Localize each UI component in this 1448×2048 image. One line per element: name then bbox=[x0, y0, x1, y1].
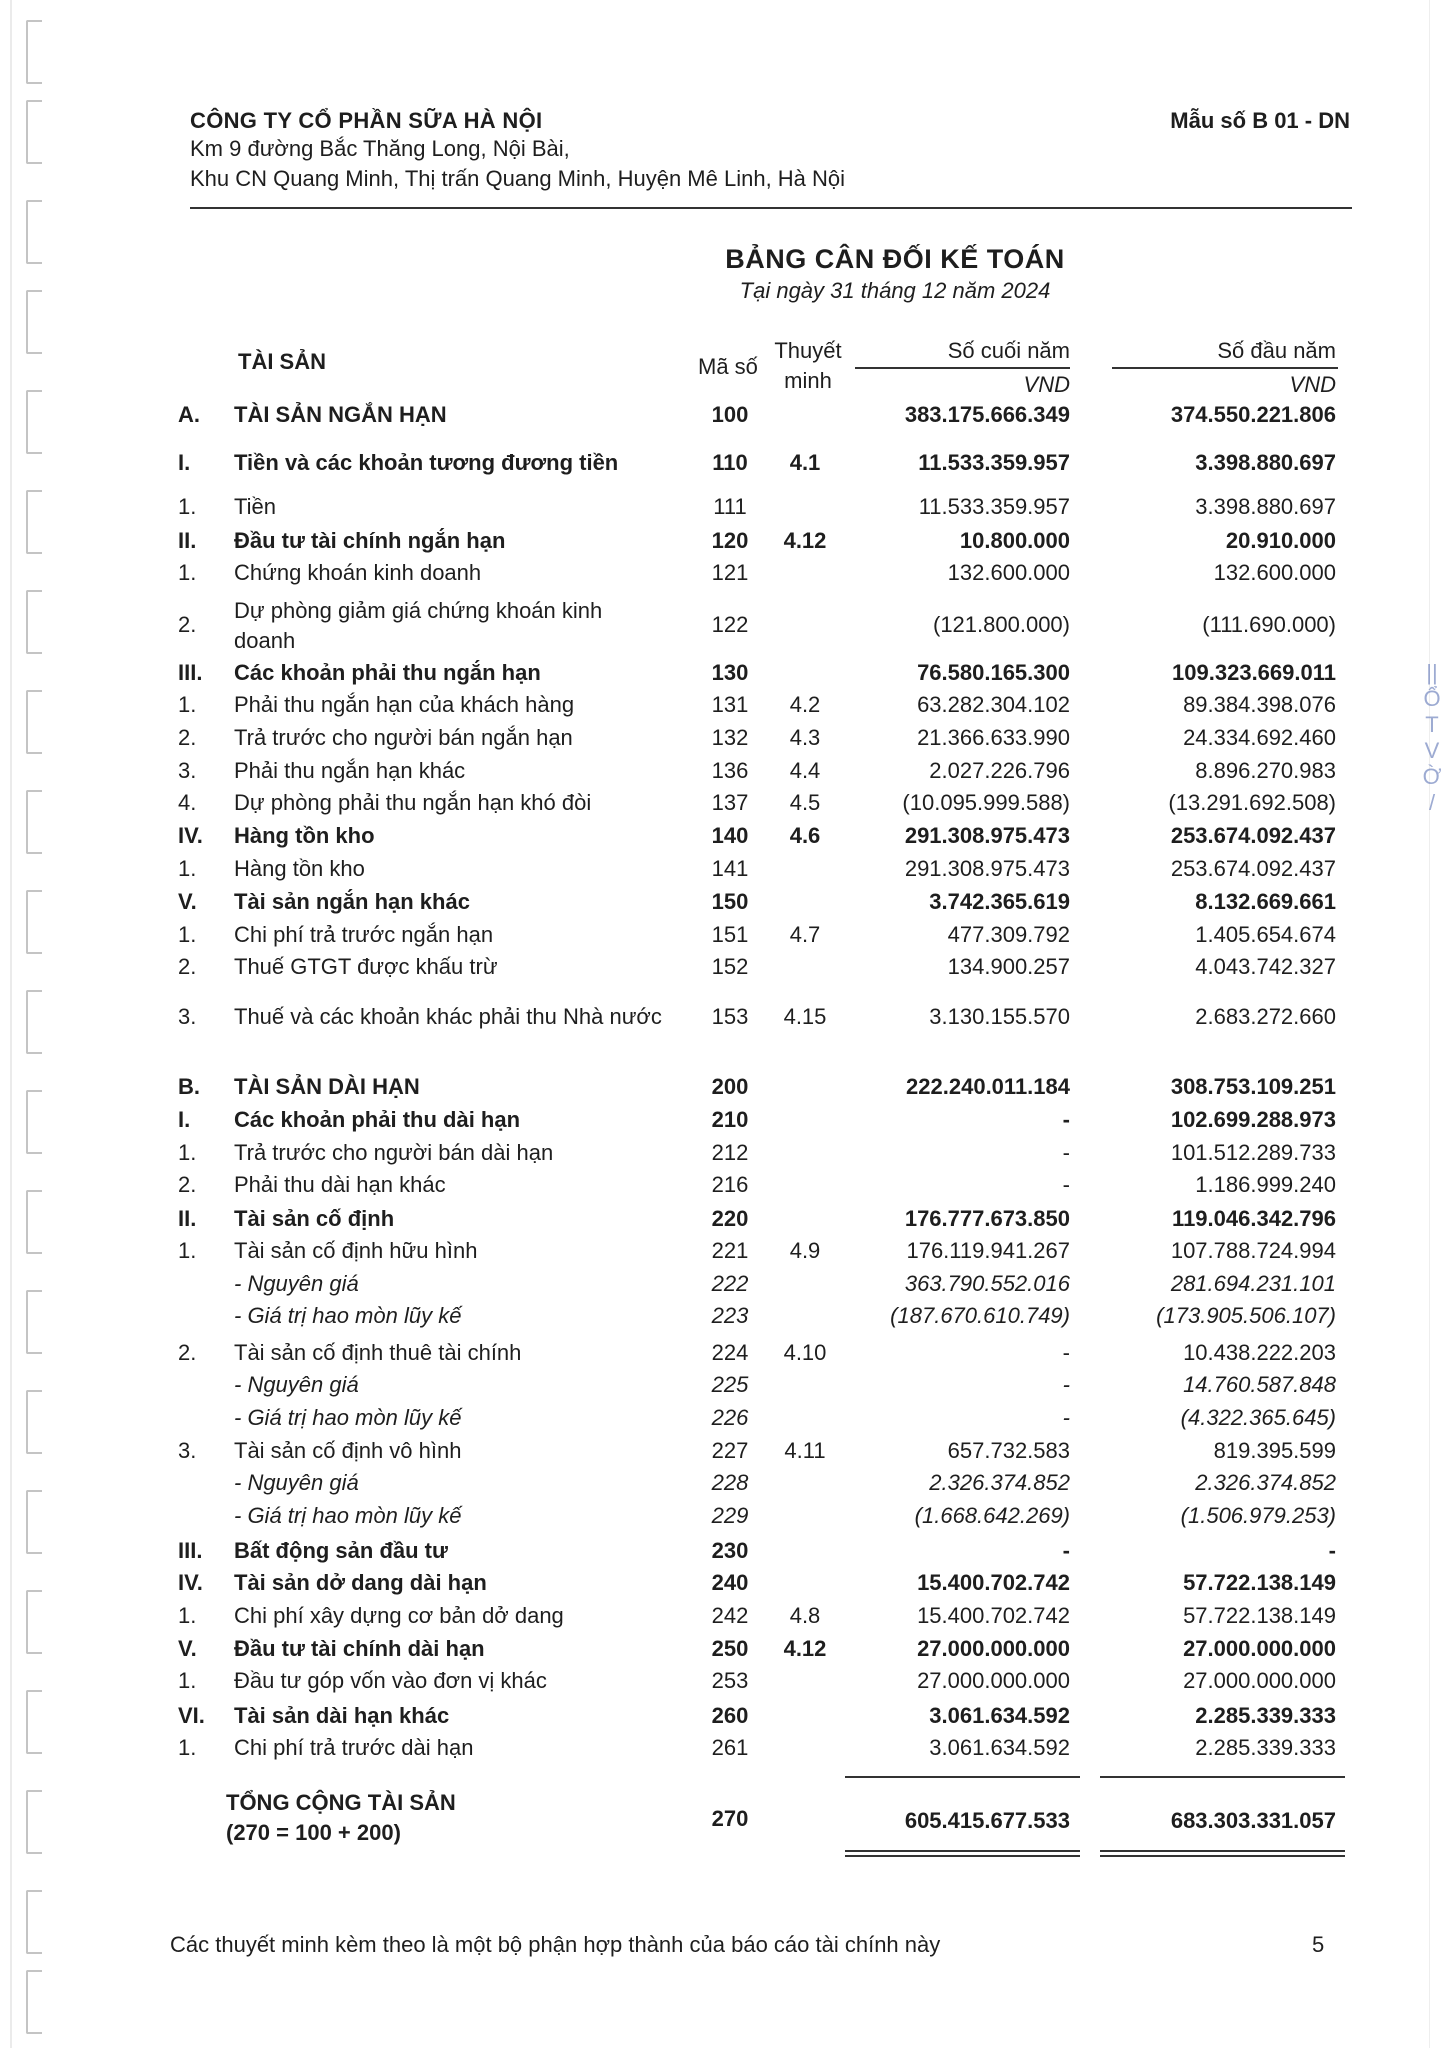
row-label: Chi phí xây dựng cơ bản dở dang bbox=[234, 1603, 564, 1628]
row-begin-value: 8.896.270.983 bbox=[1195, 758, 1336, 783]
row-code: 240 bbox=[711, 1570, 749, 1595]
row-note: 4.7 bbox=[789, 922, 821, 947]
total-assets-begin: 683.303.331.057 bbox=[1170, 1808, 1336, 1833]
row-begin-value: - bbox=[1328, 1538, 1336, 1563]
row-code: 242 bbox=[711, 1603, 749, 1628]
row-end-value: 132.600.000 bbox=[947, 560, 1070, 585]
row-label: Thuế GTGT được khấu trừ bbox=[234, 954, 498, 979]
row-number: 1. bbox=[178, 856, 197, 881]
row-code: 121 bbox=[711, 560, 749, 585]
row-label: Tài sản cố định thuê tài chính bbox=[234, 1340, 522, 1365]
row-note: 4.9 bbox=[789, 1238, 821, 1263]
row-number: IV. bbox=[178, 823, 203, 848]
row-label: Tài sản cố định bbox=[234, 1206, 395, 1231]
row-number: III. bbox=[178, 1538, 203, 1563]
row-end-value: - bbox=[1062, 1538, 1070, 1563]
row-label: Đầu tư tài chính ngắn hạn bbox=[234, 528, 506, 553]
row-code: 132 bbox=[711, 725, 749, 750]
col-header-code: Mã số bbox=[698, 354, 758, 379]
row-end-value: 3.742.365.619 bbox=[929, 889, 1070, 914]
row-note: 4.2 bbox=[789, 692, 821, 717]
row-label: Tài sản dài hạn khác bbox=[234, 1703, 450, 1728]
row-end-value: - bbox=[1062, 1140, 1070, 1165]
row-label: Tài sản cố định hữu hình bbox=[234, 1238, 478, 1263]
row-begin-value: 109.323.669.011 bbox=[1172, 660, 1336, 685]
row-begin-value: 3.398.880.697 bbox=[1195, 494, 1336, 519]
row-end-value: 15.400.702.742 bbox=[917, 1570, 1070, 1595]
row-end-value: 21.366.633.990 bbox=[917, 725, 1070, 750]
row-begin-value: 1.405.654.674 bbox=[1195, 922, 1336, 947]
row-begin-value: 24.334.692.460 bbox=[1183, 725, 1336, 750]
document-subtitle: Tại ngày 31 tháng 12 năm 2024 bbox=[739, 278, 1051, 303]
row-number: B. bbox=[178, 1074, 200, 1099]
row-begin-value: (4.322.365.645) bbox=[1180, 1405, 1336, 1430]
row-begin-value: 253.674.092.437 bbox=[1170, 856, 1336, 881]
binder-hole bbox=[26, 1090, 42, 1154]
row-code: 141 bbox=[711, 856, 749, 881]
row-code: 220 bbox=[711, 1206, 749, 1231]
row-number: A. bbox=[178, 402, 200, 427]
row-label: Các khoản phải thu dài hạn bbox=[234, 1107, 521, 1132]
row-begin-value: 14.760.587.848 bbox=[1183, 1372, 1336, 1397]
row-number: 4. bbox=[178, 790, 197, 815]
row-begin-value: 89.384.398.076 bbox=[1183, 692, 1336, 717]
row-end-value: 27.000.000.000 bbox=[917, 1636, 1070, 1661]
row-begin-value: (111.690.000) bbox=[1202, 612, 1336, 637]
binder-hole bbox=[26, 100, 42, 164]
row-number: 2. bbox=[178, 725, 197, 750]
col-header-note-line2: minh bbox=[784, 368, 832, 393]
row-label: Chứng khoán kinh doanh bbox=[234, 560, 482, 585]
company-name: CÔNG TY CỔ PHẦN SỮA HÀ NỘI bbox=[190, 108, 543, 133]
row-end-value: 27.000.000.000 bbox=[917, 1668, 1070, 1693]
row-begin-value: 819.395.599 bbox=[1213, 1438, 1336, 1463]
row-label: - Giá trị hao mòn lũy kế bbox=[234, 1405, 462, 1430]
row-end-value: 11.533.359.957 bbox=[918, 450, 1070, 475]
form-number: Mẫu số B 01 - DN bbox=[1170, 108, 1350, 133]
row-end-value: 363.790.552.016 bbox=[904, 1271, 1070, 1296]
row-label: Hàng tồn kho bbox=[234, 856, 365, 881]
row-end-value: - bbox=[1062, 1340, 1070, 1365]
row-begin-value: 107.788.724.994 bbox=[1170, 1238, 1336, 1263]
row-label: Tiền bbox=[234, 494, 276, 519]
binder-hole bbox=[26, 1290, 42, 1354]
binder-hole bbox=[26, 1970, 42, 2034]
row-begin-value: 20.910.000 bbox=[1225, 528, 1336, 553]
row-end-value: - bbox=[1062, 1405, 1070, 1430]
binder-hole bbox=[26, 390, 42, 454]
row-code: 250 bbox=[711, 1636, 749, 1661]
row-code: 120 bbox=[711, 528, 749, 553]
row-label: Chi phí trả trước dài hạn bbox=[234, 1735, 474, 1760]
total-begin-rule-1 bbox=[1100, 1850, 1345, 1852]
col-header-assets: TÀI SẢN bbox=[238, 349, 326, 374]
row-number: 1. bbox=[178, 494, 197, 519]
binder-hole bbox=[26, 1190, 42, 1254]
row-number: II. bbox=[178, 528, 197, 553]
binder-hole bbox=[26, 590, 42, 654]
row-code: 110 bbox=[712, 450, 748, 475]
row-label: - Nguyên giá bbox=[234, 1470, 359, 1495]
binder-hole bbox=[26, 1490, 42, 1554]
row-code: 136 bbox=[711, 758, 749, 783]
row-label: Phải thu ngắn hạn khác bbox=[234, 758, 466, 783]
row-end-value: 2.326.374.852 bbox=[929, 1470, 1070, 1495]
row-label: TÀI SẢN NGẮN HẠN bbox=[234, 402, 447, 427]
row-label: Trả trước cho người bán dài hạn bbox=[234, 1140, 554, 1165]
row-number: III. bbox=[178, 660, 203, 685]
row-label: Phải thu ngắn hạn của khách hàng bbox=[234, 692, 575, 717]
row-code: 228 bbox=[711, 1470, 749, 1495]
row-code: 131 bbox=[711, 692, 749, 717]
row-code: 227 bbox=[711, 1438, 749, 1463]
row-begin-value: 253.674.092.437 bbox=[1170, 823, 1336, 848]
row-number: 3. bbox=[178, 758, 197, 783]
row-end-value: 176.119.941.267 bbox=[906, 1238, 1070, 1263]
row-number: 3. bbox=[178, 1438, 197, 1463]
row-note: 4.12 bbox=[783, 1636, 827, 1661]
row-end-value: 291.308.975.473 bbox=[904, 856, 1070, 881]
col-header-begin-unit: VND bbox=[1289, 372, 1336, 397]
row-end-value: 15.400.702.742 bbox=[917, 1603, 1070, 1628]
row-end-value: - bbox=[1062, 1372, 1070, 1397]
row-begin-value: 10.438.222.203 bbox=[1183, 1340, 1336, 1365]
row-begin-value: 119.046.342.796 bbox=[1172, 1206, 1336, 1231]
row-code: 260 bbox=[711, 1703, 749, 1728]
row-label: Đầu tư tài chính dài hạn bbox=[234, 1636, 485, 1661]
total-begin-rule-top bbox=[1100, 1776, 1345, 1778]
row-begin-value: 281.694.231.101 bbox=[1170, 1271, 1336, 1296]
row-end-value: (187.670.610.749) bbox=[890, 1303, 1070, 1328]
col-header-begin-year: Số đầu năm bbox=[1217, 338, 1336, 363]
row-code: 100 bbox=[711, 402, 749, 427]
total-begin-rule-2 bbox=[1100, 1855, 1345, 1857]
row-begin-value: 2.683.272.660 bbox=[1195, 1004, 1336, 1029]
row-end-value: 76.580.165.300 bbox=[917, 660, 1070, 685]
row-begin-value: 3.398.880.697 bbox=[1195, 450, 1336, 475]
binder-hole bbox=[26, 1690, 42, 1754]
row-number: VI. bbox=[178, 1703, 205, 1728]
row-label: Đầu tư góp vốn vào đơn vị khác bbox=[234, 1668, 547, 1693]
row-code: 150 bbox=[711, 889, 749, 914]
row-begin-value: 102.699.288.973 bbox=[1170, 1107, 1336, 1132]
row-code: 212 bbox=[711, 1140, 749, 1165]
row-begin-value: (173.905.506.107) bbox=[1156, 1303, 1336, 1328]
row-label: - Nguyên giá bbox=[234, 1271, 359, 1296]
row-begin-value: 57.722.138.149 bbox=[1183, 1570, 1336, 1595]
row-label: - Giá trị hao mòn lũy kế bbox=[234, 1503, 462, 1528]
row-end-value: 383.175.666.349 bbox=[904, 402, 1070, 427]
row-code: 221 bbox=[711, 1238, 749, 1263]
row-begin-value: 1.186.999.240 bbox=[1195, 1172, 1336, 1197]
col-header-end-unit: VND bbox=[1023, 372, 1070, 397]
row-note: 4.15 bbox=[783, 1004, 827, 1029]
row-label: Phải thu dài hạn khác bbox=[234, 1172, 446, 1197]
row-number: 1. bbox=[178, 1603, 197, 1628]
row-note: 4.4 bbox=[789, 758, 821, 783]
binder-hole bbox=[26, 1890, 42, 1954]
row-number: 1. bbox=[178, 692, 197, 717]
row-code: 153 bbox=[711, 1004, 749, 1029]
row-code: 151 bbox=[711, 922, 749, 947]
row-note: 4.1 bbox=[789, 450, 821, 475]
row-label: Tiền và các khoản tương đương tiền bbox=[234, 450, 619, 475]
row-code: 261 bbox=[711, 1735, 749, 1760]
row-label: Dự phòng giảm giá chứng khoán kinh bbox=[234, 598, 603, 623]
row-begin-value: 374.550.221.806 bbox=[1170, 402, 1336, 427]
row-end-value: 11.533.359.957 bbox=[918, 494, 1070, 519]
total-end-rule-top bbox=[845, 1776, 1080, 1778]
binder-hole bbox=[26, 20, 42, 84]
row-begin-value: 2.285.339.333 bbox=[1195, 1735, 1336, 1760]
row-number: V. bbox=[178, 889, 197, 914]
row-end-value: 63.282.304.102 bbox=[917, 692, 1070, 717]
page-edge bbox=[1429, 0, 1448, 2048]
row-end-value: 291.308.975.473 bbox=[904, 823, 1070, 848]
binder-hole bbox=[26, 1790, 42, 1854]
row-end-value: 222.240.011.184 bbox=[906, 1074, 1070, 1099]
row-number: 2. bbox=[178, 612, 197, 637]
row-end-value: 2.027.226.796 bbox=[929, 758, 1070, 783]
binder-edge-line bbox=[10, 0, 12, 2048]
header-divider bbox=[190, 207, 1352, 209]
col-header-end-year-underline bbox=[855, 367, 1070, 369]
row-number: 2. bbox=[178, 1172, 197, 1197]
row-code: 229 bbox=[711, 1503, 749, 1528]
row-end-value: (1.668.642.269) bbox=[914, 1503, 1070, 1528]
row-code: 222 bbox=[711, 1271, 749, 1296]
row-label: Trả trước cho người bán ngắn hạn bbox=[234, 725, 573, 750]
row-number: 1. bbox=[178, 560, 197, 585]
binder-hole bbox=[26, 990, 42, 1054]
row-code: 210 bbox=[711, 1107, 749, 1132]
row-label: - Nguyên giá bbox=[234, 1372, 359, 1397]
row-code: 152 bbox=[711, 954, 749, 979]
total-assets-label-line1: TỔNG CỘNG TÀI SẢN bbox=[226, 1790, 456, 1815]
binder-hole bbox=[26, 1590, 42, 1654]
row-note: 4.8 bbox=[789, 1603, 821, 1628]
total-assets-end: 605.415.677.533 bbox=[904, 1808, 1070, 1833]
row-end-value: 657.732.583 bbox=[947, 1438, 1070, 1463]
total-end-rule-1 bbox=[845, 1850, 1080, 1852]
row-begin-value: (13.291.692.508) bbox=[1168, 790, 1336, 815]
row-label: Các khoản phải thu ngắn hạn bbox=[234, 660, 541, 685]
binder-holes bbox=[0, 0, 60, 2048]
row-begin-value: 27.000.000.000 bbox=[1183, 1636, 1336, 1661]
row-label: Bất động sản đầu tư bbox=[234, 1538, 448, 1563]
row-number: 1. bbox=[178, 1668, 197, 1693]
footer-note: Các thuyết minh kèm theo là một bộ phận hợp thành của báo cáo tài chính này bbox=[170, 1932, 941, 1957]
margin-stamp: || Ổ T V Ờ / bbox=[1422, 660, 1442, 815]
row-number: 1. bbox=[178, 1140, 197, 1165]
row-begin-value: 4.043.742.327 bbox=[1195, 954, 1336, 979]
binder-hole bbox=[26, 790, 42, 854]
total-assets-code: 270 bbox=[711, 1806, 749, 1831]
page-number: 5 bbox=[1312, 1932, 1325, 1957]
row-end-value: 176.777.673.850 bbox=[904, 1206, 1070, 1231]
row-begin-value: 308.753.109.251 bbox=[1170, 1074, 1336, 1099]
row-code: 225 bbox=[711, 1372, 749, 1397]
binder-hole bbox=[26, 1390, 42, 1454]
row-begin-value: 27.000.000.000 bbox=[1183, 1668, 1336, 1693]
row-code: 216 bbox=[711, 1172, 749, 1197]
total-end-rule-2 bbox=[845, 1855, 1080, 1857]
row-begin-value: 132.600.000 bbox=[1213, 560, 1336, 585]
binder-hole bbox=[26, 490, 42, 554]
row-code: 122 bbox=[711, 612, 749, 637]
row-label: TÀI SẢN DÀI HẠN bbox=[234, 1074, 420, 1099]
row-number: 3. bbox=[178, 1004, 197, 1029]
row-end-value: - bbox=[1062, 1172, 1070, 1197]
row-end-value: - bbox=[1062, 1107, 1070, 1132]
row-end-value: (10.095.999.588) bbox=[902, 790, 1070, 815]
row-code: 226 bbox=[711, 1405, 749, 1430]
row-number: 2. bbox=[178, 954, 197, 979]
row-label: Thuế và các khoản khác phải thu Nhà nước bbox=[234, 1004, 662, 1029]
row-begin-value: 2.326.374.852 bbox=[1195, 1470, 1336, 1495]
row-label: - Giá trị hao mòn lũy kế bbox=[234, 1303, 462, 1328]
row-note: 4.11 bbox=[784, 1438, 826, 1463]
row-code: 253 bbox=[711, 1668, 749, 1693]
document-title: BẢNG CÂN ĐỐI KẾ TOÁN bbox=[725, 244, 1065, 274]
row-label: Chi phí trả trước ngắn hạn bbox=[234, 922, 494, 947]
row-begin-value: 8.132.669.661 bbox=[1195, 889, 1336, 914]
col-header-begin-year-underline bbox=[1112, 367, 1338, 369]
binder-hole bbox=[26, 890, 42, 954]
row-number: 1. bbox=[178, 1735, 197, 1760]
address-line-2: Khu CN Quang Minh, Thị trấn Quang Minh, Huyện Mê Linh, Hà Nội bbox=[190, 166, 846, 191]
row-begin-value: 57.722.138.149 bbox=[1183, 1603, 1336, 1628]
row-label-continued: doanh bbox=[234, 628, 296, 653]
total-assets-label-line2: (270 = 100 + 200) bbox=[226, 1820, 401, 1845]
row-begin-value: 101.512.289.733 bbox=[1170, 1140, 1336, 1165]
document-header bbox=[190, 108, 1350, 194]
row-note: 4.12 bbox=[783, 528, 827, 553]
row-number: I. bbox=[178, 1107, 191, 1132]
row-note: 4.10 bbox=[783, 1340, 827, 1365]
row-code: 130 bbox=[711, 660, 749, 685]
row-begin-value: (1.506.979.253) bbox=[1180, 1503, 1336, 1528]
row-number: I. bbox=[178, 450, 191, 475]
row-number: V. bbox=[178, 1636, 197, 1661]
row-note: 4.6 bbox=[789, 823, 821, 848]
total-assets-label bbox=[226, 1788, 456, 1848]
row-end-value: 3.130.155.570 bbox=[929, 1004, 1070, 1029]
address-line-1: Km 9 đường Bắc Thăng Long, Nội Bài, bbox=[190, 136, 570, 161]
row-end-value: 10.800.000 bbox=[959, 528, 1070, 553]
row-label: Tài sản ngắn hạn khác bbox=[234, 889, 470, 914]
binder-hole bbox=[26, 690, 42, 754]
row-number: 1. bbox=[178, 922, 197, 947]
row-number: IV. bbox=[178, 1570, 203, 1595]
row-note: 4.5 bbox=[789, 790, 821, 815]
row-code: 111 bbox=[713, 494, 747, 519]
row-code: 224 bbox=[711, 1340, 749, 1365]
row-label: Dự phòng phải thu ngắn hạn khó đòi bbox=[234, 790, 592, 815]
row-end-value: 134.900.257 bbox=[947, 954, 1070, 979]
row-end-value: 3.061.634.592 bbox=[929, 1735, 1070, 1760]
row-begin-value: 2.285.339.333 bbox=[1195, 1703, 1336, 1728]
row-end-value: 3.061.634.592 bbox=[929, 1703, 1070, 1728]
row-code: 230 bbox=[711, 1538, 749, 1563]
row-end-value: 477.309.792 bbox=[947, 922, 1070, 947]
row-code: 137 bbox=[711, 790, 749, 815]
row-number: II. bbox=[178, 1206, 197, 1231]
row-code: 140 bbox=[711, 823, 749, 848]
row-code: 223 bbox=[711, 1303, 749, 1328]
row-label: Tài sản dở dang dài hạn bbox=[234, 1570, 487, 1595]
row-end-value: (121.800.000) bbox=[933, 612, 1070, 637]
row-number: 2. bbox=[178, 1340, 197, 1365]
row-code: 200 bbox=[711, 1074, 749, 1099]
row-label: Hàng tồn kho bbox=[234, 823, 375, 848]
col-header-end-year: Số cuối năm bbox=[947, 338, 1070, 363]
row-label: Tài sản cố định vô hình bbox=[234, 1438, 462, 1463]
col-header-note-line1: Thuyết bbox=[774, 338, 842, 363]
row-note: 4.3 bbox=[789, 725, 821, 750]
row-number: 1. bbox=[178, 1238, 197, 1263]
